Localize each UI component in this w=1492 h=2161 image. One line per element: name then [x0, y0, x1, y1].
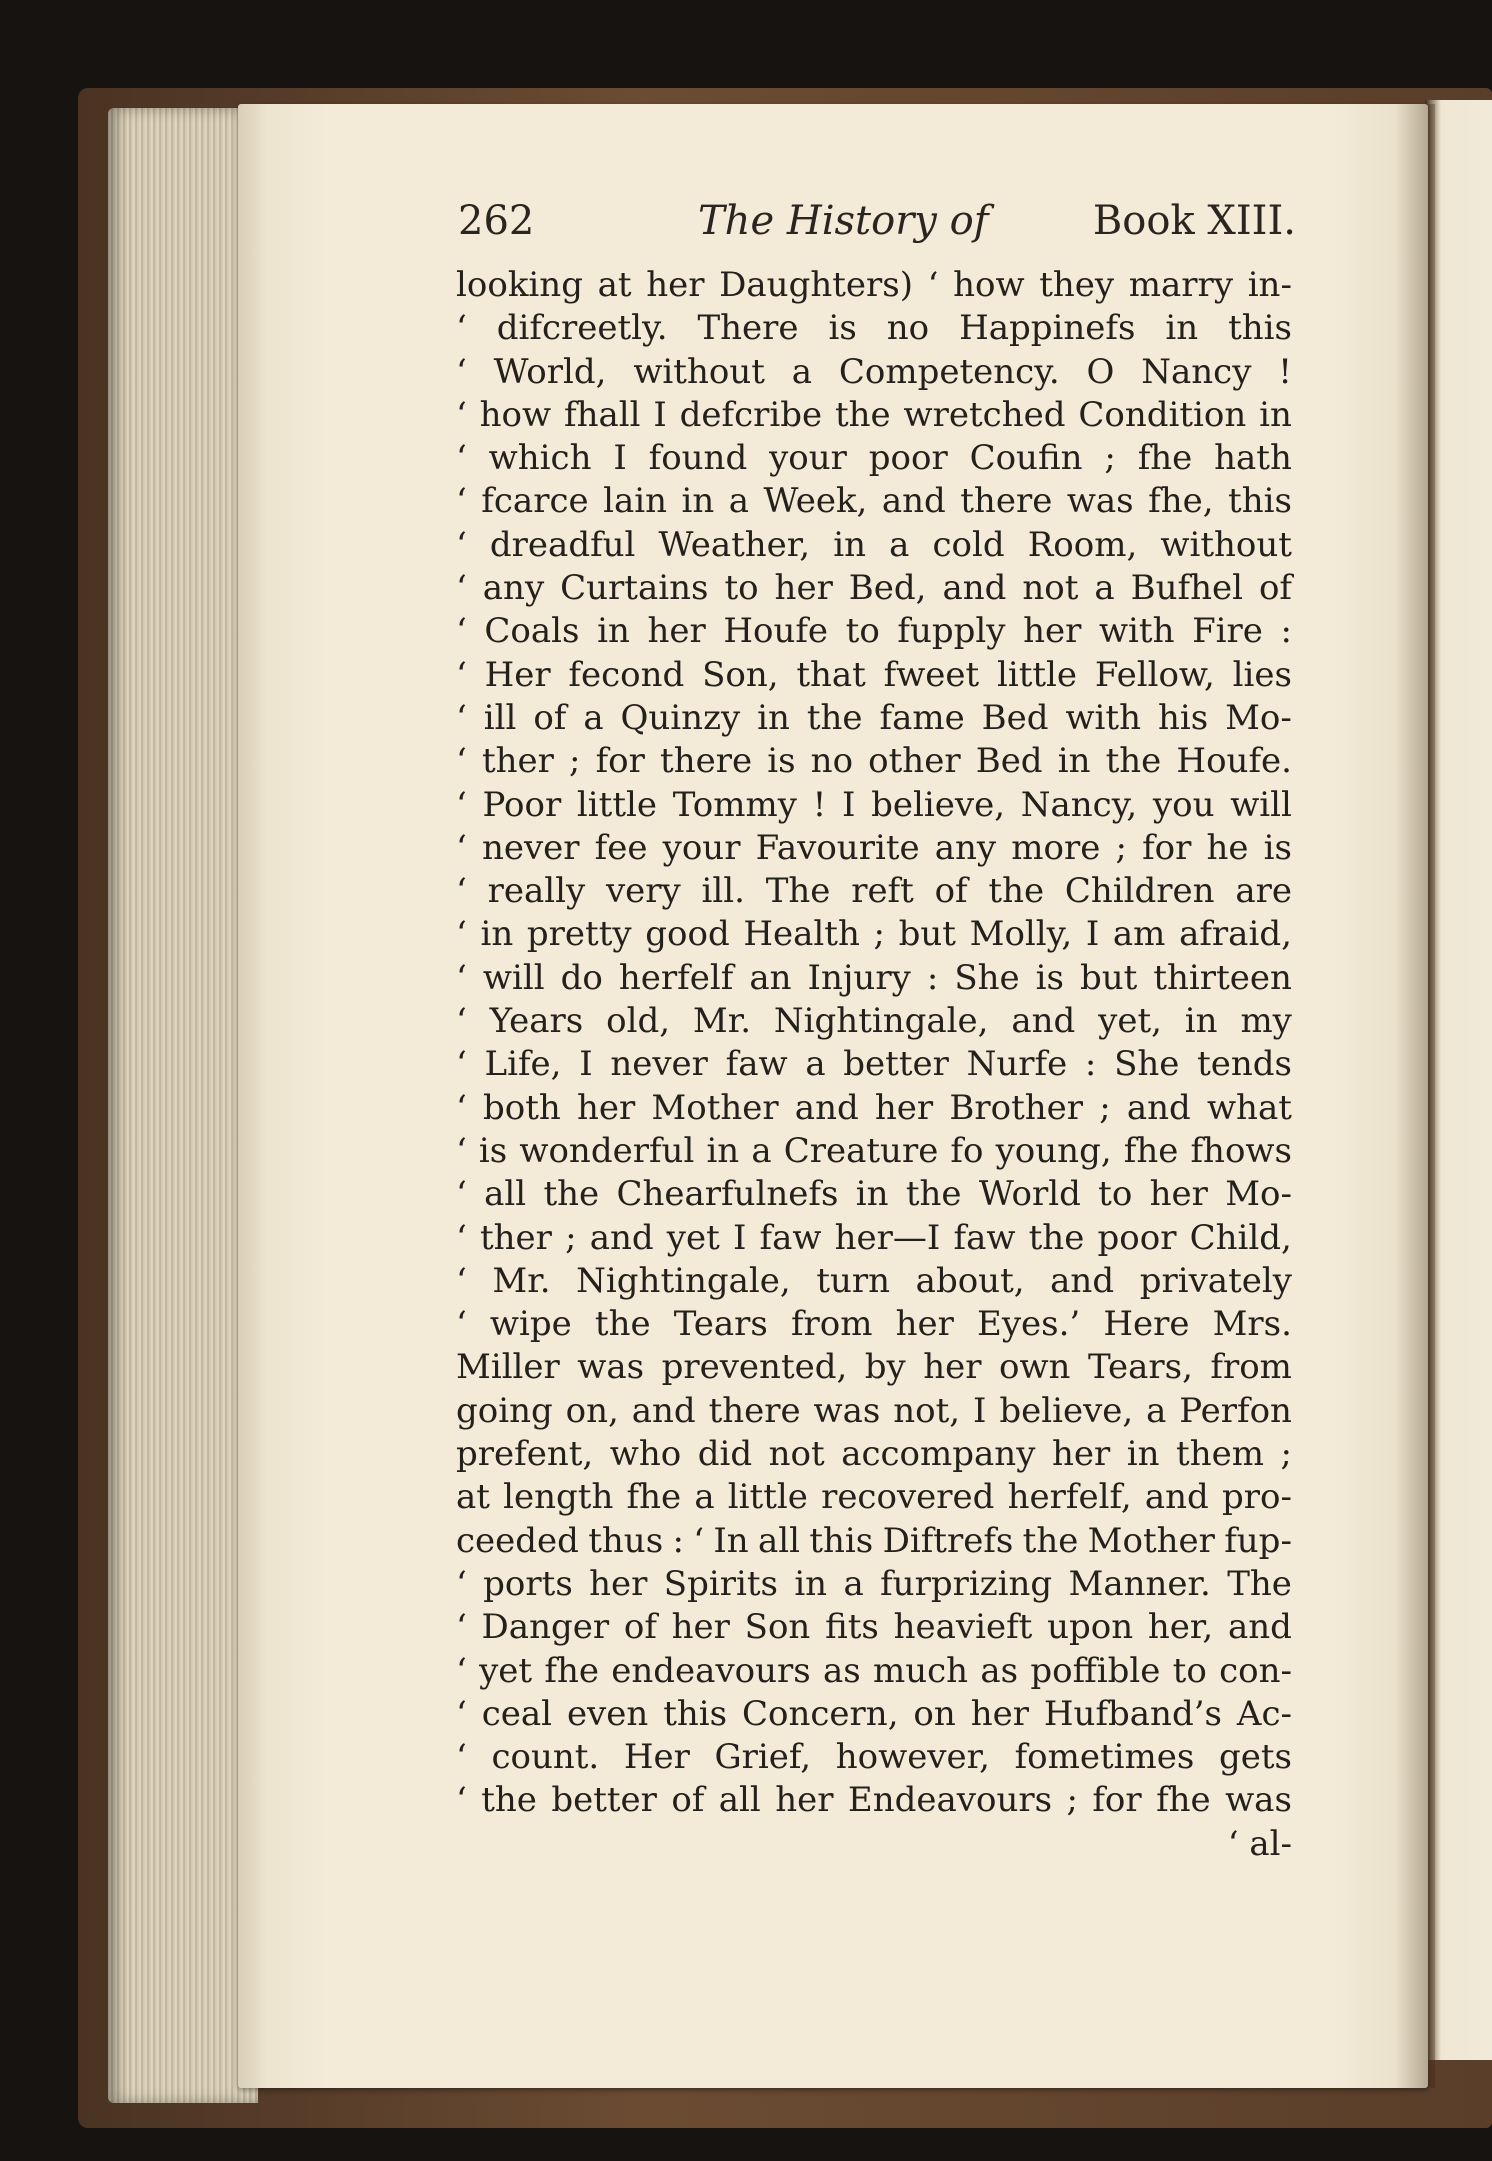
text-line: ‘ ther ; for there is no other Bed in the Houfe. [456, 741, 1292, 782]
catchword: ‘ al- [1227, 1823, 1292, 1864]
text-line: ‘ Mr. Nightingale, turn about, and privately [456, 1260, 1292, 1301]
text-line: ‘ will do herfelf an Injury : She is but thirteen [456, 957, 1292, 998]
text-line: ‘ both her Mother and her Brother ; and what [456, 1087, 1292, 1128]
text-line: Miller was prevented, by her own Tears, from [456, 1347, 1292, 1388]
page-edges [108, 108, 258, 2103]
text-line: ‘ Years old, Mr. Nightingale, and yet, in my [456, 1001, 1292, 1042]
text-line: ‘ wipe the Tears from her Eyes.’ Here Mrs. [456, 1304, 1292, 1345]
book-label: Book XIII. [1092, 198, 1296, 244]
text-line: ‘ how fhall I defcribe the wretched Condition in [456, 394, 1292, 435]
text-line: ‘ Coals in her Houfe to fupply her with Fire : [456, 611, 1292, 652]
text-line: ‘ really very ill. The reft of the Children are [456, 871, 1292, 912]
text-line: ‘ Life, I never faw a better Nurfe : She tends [456, 1044, 1292, 1085]
facing-page-edge [1425, 100, 1492, 2060]
text-line: ‘ which I found your poor Coufin ; fhe hath [456, 438, 1292, 479]
text-line: ‘ in pretty good Health ; but Molly, I am afraid, [456, 914, 1292, 955]
body-text [456, 264, 1292, 1866]
text-line: ‘ is wonderful in a Creature fo young, fhe fhows [456, 1130, 1292, 1171]
text-line: ‘ ceal even this Concern, on her Hufband’s Ac- [456, 1693, 1292, 1734]
text-line: ‘ count. Her Grief, however, fometimes gets [456, 1737, 1292, 1778]
text-line: ‘ Poor little Tommy ! I believe, Nancy, you will [456, 784, 1292, 825]
running-title: The History of [698, 198, 989, 244]
text-line: ‘ fcarce lain in a Week, and there was fhe, this [456, 481, 1292, 522]
text-line: ‘ never fee your Favourite any more ; for he is [456, 827, 1292, 868]
text-line: ‘ all the Chearfulnefs in the World to her Mo- [456, 1174, 1292, 1215]
text-line: ‘ World, without a Competency. O Nancy ! [456, 351, 1292, 392]
text-line: ‘ dreadful Weather, in a cold Room, without [456, 524, 1292, 565]
text-line: prefent, who did not accompany her in them ; [456, 1434, 1292, 1475]
text-line: ‘ ports her Spirits in a furprizing Manner. The [456, 1563, 1292, 1604]
text-line: ‘ Danger of her Son fits heavieft upon her, and [456, 1607, 1292, 1648]
running-header [458, 198, 1296, 250]
text-line: ‘ any Curtains to her Bed, and not a Bufhel of [456, 568, 1292, 609]
text-line: ‘ yet fhe endeavours as much as poffible to con- [456, 1650, 1292, 1691]
text-line: looking at her Daughters) ‘ how they marry in- [456, 265, 1292, 305]
text-line: ceeded thus : ‘ In all this Diftrefs the Mother fup- [456, 1520, 1292, 1561]
gutter-shadow [1395, 104, 1435, 2088]
text-line: ‘ the better of all her Endeavours ; for fhe was [456, 1780, 1292, 1821]
text-line: ‘ difcreetly. There is no Happinefs in this [456, 308, 1292, 349]
text-line: ‘ Her fecond Son, that fweet little Fellow, lies [456, 654, 1292, 695]
text-line: at length fhe a little recovered herfelf, and pro- [456, 1477, 1292, 1518]
text-line: going on, and there was not, I believe, a Perfon [456, 1390, 1292, 1431]
text-line: ‘ ill of a Quinzy in the fame Bed with his Mo- [456, 697, 1292, 738]
text-line: ‘ ther ; and yet I faw her—I faw the poor Child, [456, 1217, 1292, 1258]
page-number: 262 [458, 198, 535, 244]
